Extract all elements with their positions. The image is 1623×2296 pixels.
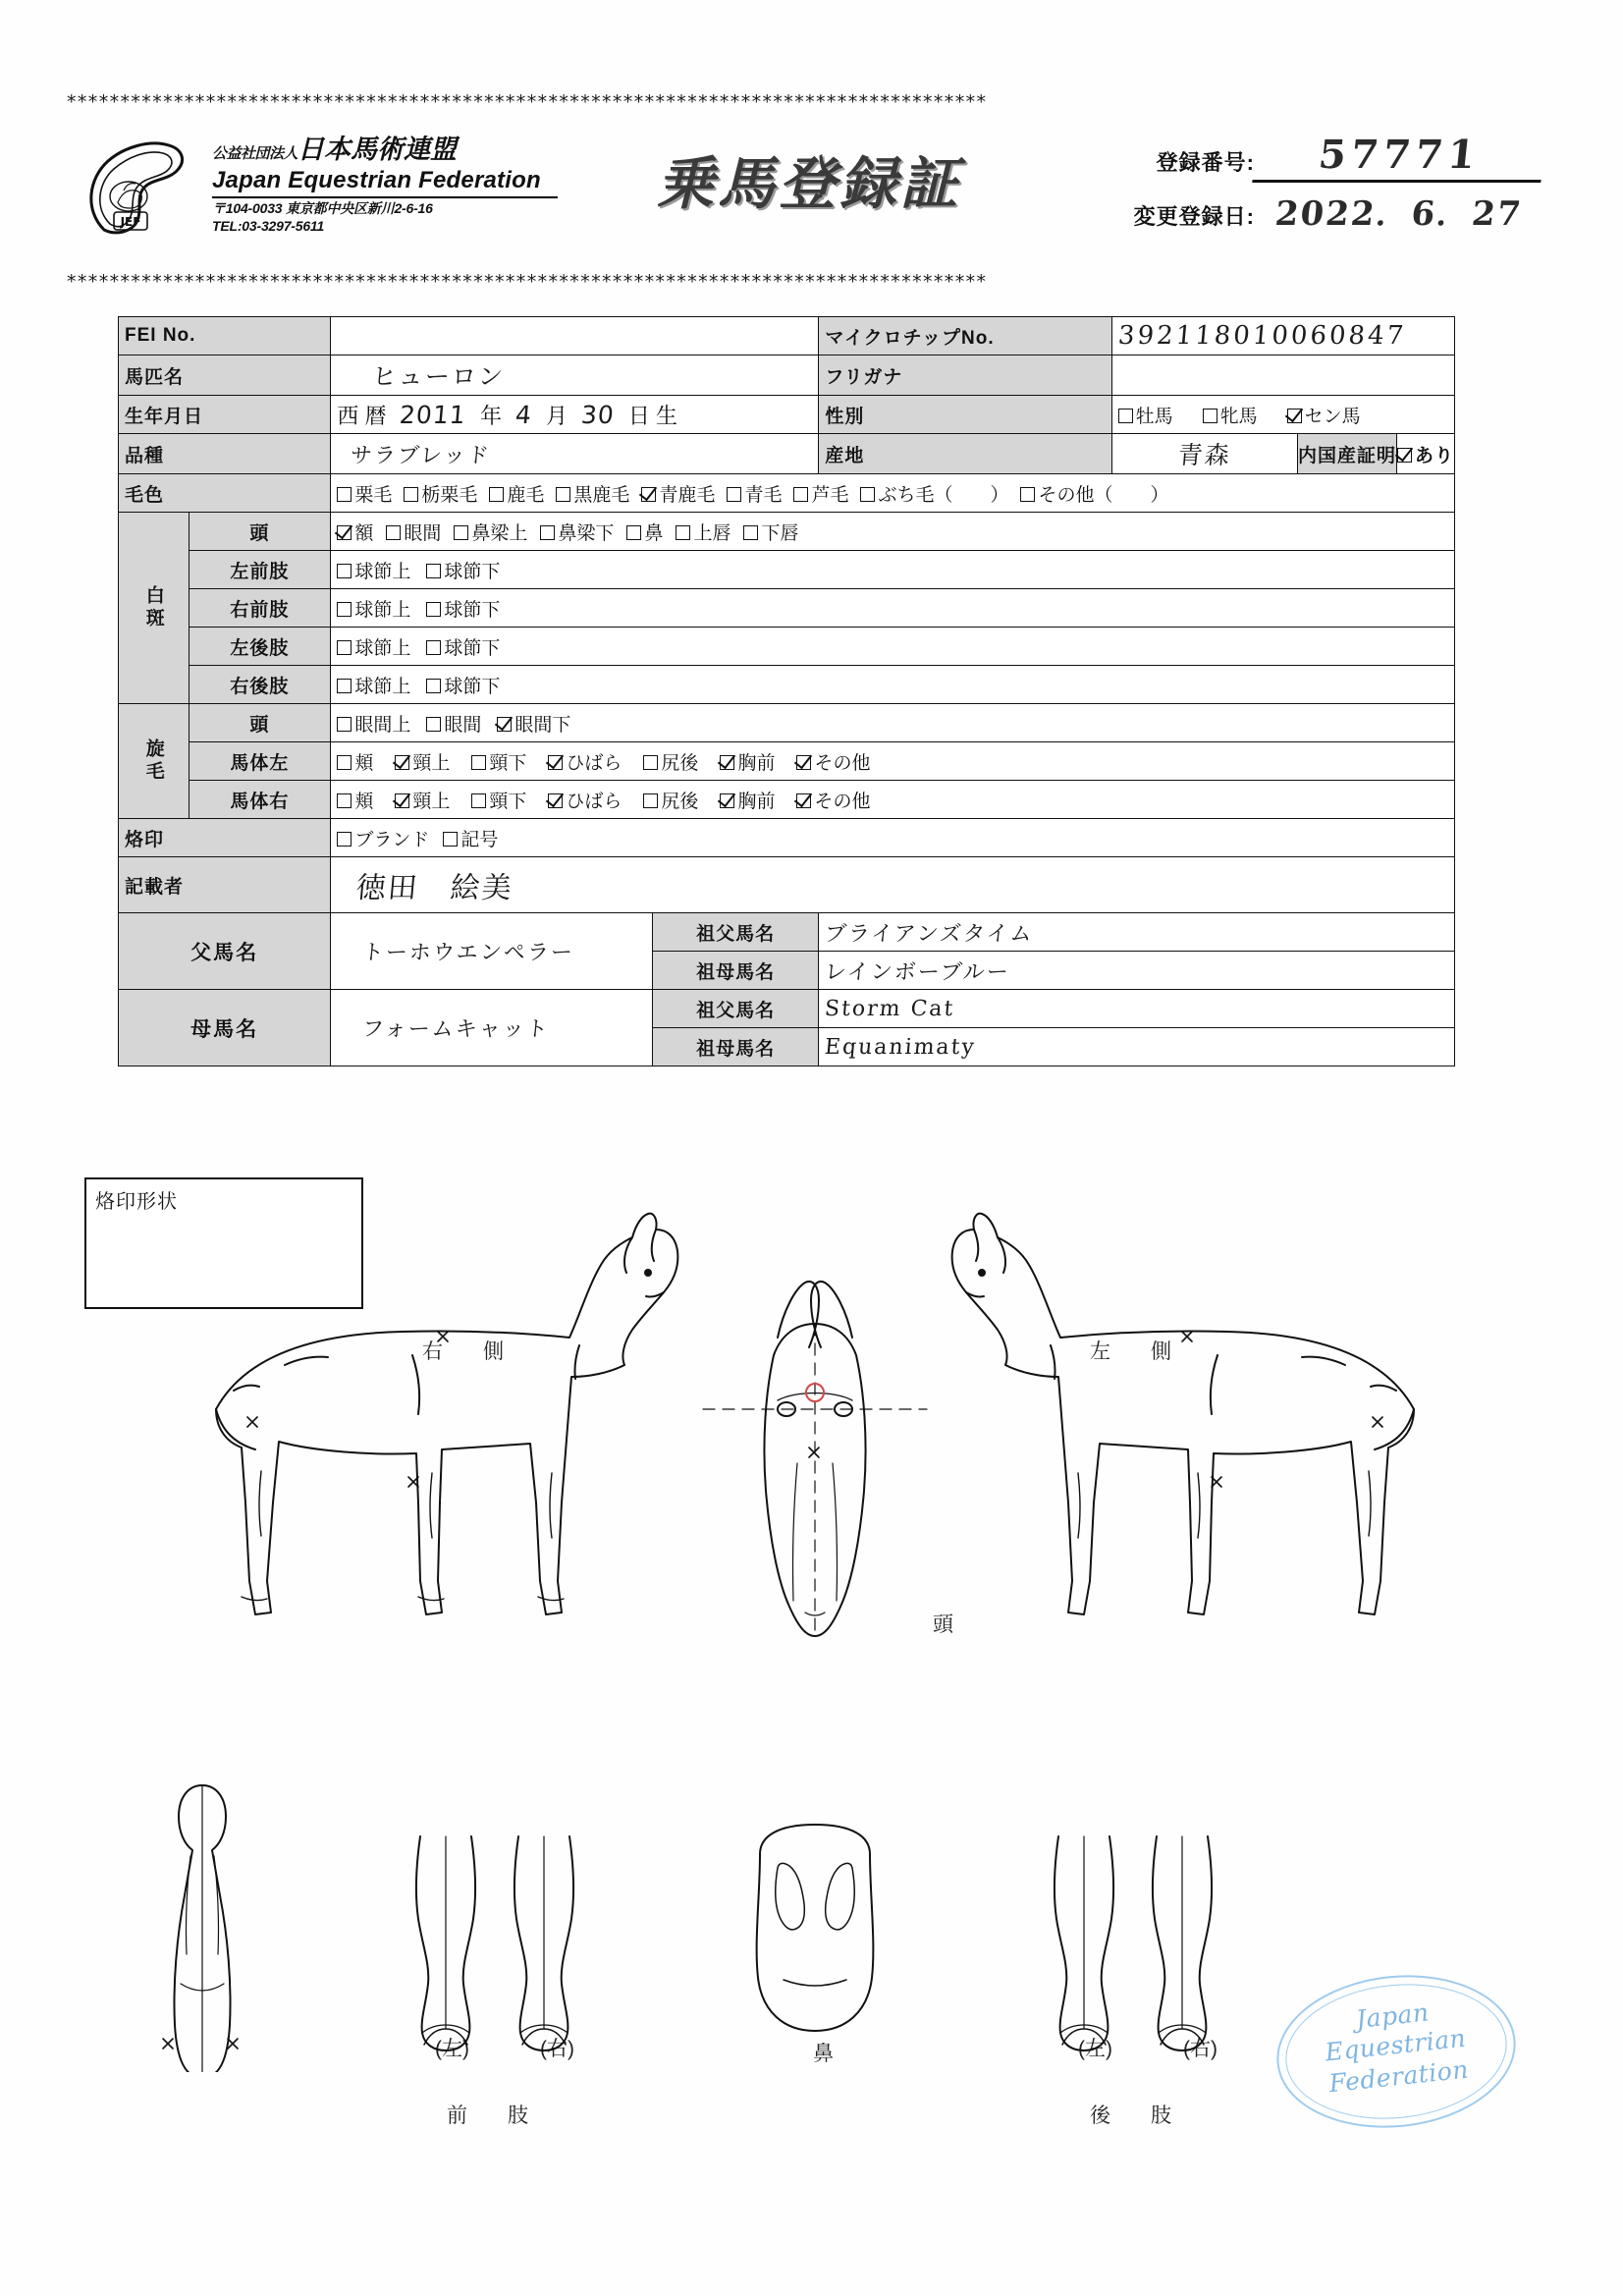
empty-box-icon[interactable]: [443, 832, 458, 847]
empty-box-icon[interactable]: [337, 487, 352, 502]
white-limb-options-3[interactable]: [331, 666, 1455, 704]
empty-box-icon[interactable]: [426, 564, 441, 578]
checkbox-option[interactable]: [454, 519, 527, 545]
checkbox-option[interactable]: [426, 595, 500, 622]
recorder-value[interactable]: 徳田 絵美: [331, 857, 1455, 913]
empty-box-icon[interactable]: [471, 793, 486, 808]
empty-box-icon[interactable]: [643, 755, 658, 770]
checkbox-option[interactable]: [720, 787, 775, 813]
muzzle-outline: [757, 1825, 874, 2031]
empty-box-icon[interactable]: [337, 793, 352, 808]
table-row-dob: [119, 396, 1455, 434]
empty-box-icon[interactable]: [337, 640, 352, 655]
checked-box-icon[interactable]: [1397, 448, 1412, 463]
whorl-side-options-1[interactable]: [331, 781, 1455, 819]
origin-label: 産地: [819, 434, 1111, 474]
checkbox-option[interactable]: [337, 595, 410, 622]
checkbox-option[interactable]: [548, 787, 622, 813]
checkbox-option[interactable]: [337, 672, 410, 698]
checkbox-option-label: セン馬: [1304, 406, 1361, 427]
right-side-label: 右 側: [422, 1340, 514, 1363]
dam-granddam-value[interactable]: Equanimaty: [819, 1028, 1455, 1066]
checkbox-option-label: その他: [814, 791, 871, 812]
empty-box-icon[interactable]: [626, 525, 641, 540]
table-row-white-limb-1: [119, 589, 1455, 628]
registration-number-value: 57771: [1252, 132, 1545, 183]
table-row-fei: [119, 317, 1455, 355]
empty-box-icon[interactable]: [860, 487, 875, 502]
empty-box-icon[interactable]: [426, 679, 441, 693]
sire-value[interactable]: トーホウエンペラー: [331, 913, 653, 990]
empty-box-icon[interactable]: [337, 755, 352, 770]
empty-box-icon[interactable]: [1118, 409, 1133, 423]
checkbox-option-label: 鼻梁上: [471, 522, 528, 544]
stamp-line-3: Federation: [1327, 2054, 1471, 2099]
page-title: 乗馬登録証: [656, 150, 961, 217]
checkbox-option-label: 球節下: [444, 637, 501, 659]
checkbox-option-label: 額: [354, 522, 374, 544]
horse-details-table: [118, 316, 1455, 1066]
microchip-label: マイクロチップNo.: [819, 317, 1111, 355]
checkbox-option[interactable]: [426, 672, 500, 698]
stamp-line-1: Japan: [1354, 1997, 1431, 2035]
checkbox-option[interactable]: [426, 557, 500, 583]
table-row-dam-grandsire: [119, 990, 1455, 1028]
domestic-cert-label: 内国産証明: [1297, 445, 1396, 466]
checkbox-option[interactable]: [404, 480, 477, 507]
checked-box-icon[interactable]: [497, 717, 512, 732]
registration-block: [1062, 132, 1543, 241]
fei-no-value[interactable]: [331, 317, 819, 355]
hind-left-label: (左): [1078, 2038, 1112, 2060]
checkbox-option-label: 青毛: [744, 484, 783, 506]
dob-year: 2011: [399, 400, 468, 429]
empty-box-icon[interactable]: [471, 755, 486, 770]
change-date-label: 変更登録日:: [1133, 204, 1255, 229]
table-row-recorder: [119, 857, 1455, 913]
empty-box-icon[interactable]: [556, 487, 570, 502]
whorl-side-label-1: 馬体右: [189, 781, 331, 819]
white-limb-label-0: 左前肢: [189, 551, 331, 589]
checkbox-option-label: 頸上: [412, 752, 451, 774]
checked-box-icon[interactable]: [337, 525, 352, 540]
brand-options[interactable]: [331, 819, 1455, 857]
domestic-cert-option[interactable]: [1396, 434, 1454, 473]
empty-box-icon[interactable]: [1020, 487, 1035, 502]
white-limb-options-2[interactable]: [331, 628, 1455, 666]
checkbox-option-label: 牡馬: [1135, 406, 1173, 427]
empty-box-icon[interactable]: [676, 525, 690, 540]
checkbox-option-label: ブランド: [354, 829, 430, 850]
furigana-value[interactable]: [1111, 355, 1454, 396]
checkbox-option[interactable]: [426, 710, 481, 737]
horse-left-side-outline: [952, 1214, 1414, 1614]
empty-box-icon[interactable]: [426, 640, 441, 655]
white-spot-label: 白斑: [119, 513, 189, 704]
sire-grandsire-value[interactable]: ブライアンズタイム: [819, 913, 1455, 952]
table-row-brand: [119, 819, 1455, 857]
checked-box-icon[interactable]: [641, 487, 656, 502]
checkbox-option-label: 鼻: [644, 522, 664, 544]
checkbox-option-label: 胸前: [737, 752, 776, 774]
checkbox-option-label: 下唇: [761, 522, 799, 544]
checked-box-icon[interactable]: [548, 755, 563, 770]
sire-label: 父馬名: [119, 913, 331, 990]
hind-limb-label: 後 肢: [1090, 2105, 1181, 2127]
checkbox-option[interactable]: [548, 748, 622, 775]
left-side-label: 左 側: [1090, 1340, 1181, 1363]
coat-label: 毛色: [119, 474, 331, 513]
breed-label: 品種: [119, 434, 331, 474]
dob-value[interactable]: [331, 396, 819, 434]
empty-box-icon[interactable]: [404, 487, 418, 502]
empty-box-icon[interactable]: [337, 602, 352, 617]
checkbox-option-label: 球節上: [354, 561, 411, 582]
checkbox-option[interactable]: [395, 748, 450, 775]
checked-box-icon[interactable]: [395, 793, 409, 808]
dam-grandsire-value[interactable]: Storm Cat: [819, 990, 1455, 1028]
checkbox-option[interactable]: [727, 480, 782, 507]
horse-right-side-outline: [216, 1214, 677, 1614]
table-row-whorl-left: [119, 742, 1455, 781]
checkbox-option-label: 頬: [354, 791, 374, 812]
brand-shape-label: 烙印形状: [95, 1191, 178, 1213]
fore-limb-label: 前 肢: [447, 2105, 538, 2127]
checkbox-option-label: 芦毛: [811, 484, 849, 506]
checkbox-option-label: 球節上: [354, 676, 411, 697]
brand-label: 烙印: [119, 819, 331, 857]
empty-box-icon[interactable]: [1203, 409, 1217, 423]
checkbox-option-label: 鼻梁下: [558, 522, 615, 544]
breed-value[interactable]: サラブレッド: [331, 434, 819, 474]
recorder-label: 記載者: [119, 857, 331, 913]
horse-croup-top-outline: [163, 1785, 238, 2072]
checked-box-icon[interactable]: [796, 793, 811, 808]
white-limb-options-0[interactable]: [331, 551, 1455, 589]
checkbox-option[interactable]: [643, 787, 698, 813]
checkbox-option-label: その他: [814, 752, 871, 774]
white-head-label: 頭: [189, 513, 331, 551]
registration-number-row: [1062, 132, 1543, 183]
checked-box-icon[interactable]: [1287, 409, 1302, 423]
coat-option-list: [337, 485, 1180, 506]
nose-label: 鼻: [813, 2043, 834, 2065]
checkbox-option[interactable]: [337, 825, 429, 851]
checked-box-icon[interactable]: [548, 793, 563, 808]
checked-box-icon[interactable]: [395, 755, 409, 770]
dam-granddam-label: 祖母馬名: [653, 1028, 819, 1066]
table-row-whorl-head: [119, 704, 1455, 742]
jef-address: 〒104-0033 東京都中央区新川2-6-16: [212, 200, 433, 216]
jef-nameblock: [212, 128, 566, 234]
dob-day: 30: [579, 400, 617, 429]
sex-label: 性別: [819, 396, 1111, 434]
checkbox-option[interactable]: [337, 748, 373, 775]
checkbox-option-label: ひばら: [566, 752, 622, 774]
table-row-white-limb-0: [119, 551, 1455, 589]
checkbox-option[interactable]: [1397, 441, 1454, 467]
checkbox-option[interactable]: [793, 480, 848, 507]
dob-month-unit: 月: [546, 403, 568, 428]
table-row-white-head: [119, 513, 1455, 551]
horse-name-value[interactable]: ヒューロン: [331, 355, 819, 396]
change-date-row: [1062, 187, 1543, 237]
sire-granddam-label: 祖母馬名: [653, 952, 819, 990]
checkbox-option[interactable]: [626, 519, 663, 545]
fore-left-label: (左): [435, 2038, 469, 2060]
checkbox-option-label: 球節上: [354, 599, 411, 621]
white-limb-options-1[interactable]: [331, 589, 1455, 628]
checkbox-option-label: 眼間: [444, 714, 482, 736]
dob-era-label: 西 暦: [337, 403, 387, 428]
sire-granddam-value[interactable]: レインボーブルー: [819, 952, 1455, 990]
empty-box-icon[interactable]: [727, 487, 741, 502]
checkbox-option-label: 頸下: [489, 752, 527, 774]
whorl-label: 旋毛: [119, 704, 189, 819]
checkbox-option-label: その他（ ）: [1038, 484, 1169, 506]
checkbox-option-label: 尻後: [661, 791, 699, 812]
checkbox-option-label: 頬: [354, 752, 374, 774]
coat-options[interactable]: [331, 474, 1455, 513]
checkbox-option[interactable]: [443, 825, 498, 851]
fore-limbs-outline: [416, 1836, 573, 2050]
checkbox-option-label: 球節下: [444, 599, 501, 621]
star-divider-bottom: **************************************************************************************: [67, 273, 988, 292]
empty-box-icon[interactable]: [337, 832, 352, 847]
table-row-white-limb-2: [119, 628, 1455, 666]
checkbox-option-label: 尻後: [661, 752, 699, 774]
checkbox-option[interactable]: [1203, 402, 1258, 428]
checkbox-option[interactable]: [471, 748, 526, 775]
jef-name-jp-prefix: 公益社団法人: [212, 145, 298, 162]
checkbox-option-label: 黒鹿毛: [573, 484, 630, 506]
checkbox-option-label: ひばら: [566, 791, 622, 812]
checkbox-option[interactable]: [720, 748, 775, 775]
whorl-side-label-0: 馬体左: [189, 742, 331, 781]
checkbox-option[interactable]: [386, 519, 441, 545]
white-head-options[interactable]: [331, 513, 1455, 551]
empty-box-icon[interactable]: [426, 602, 441, 617]
origin-value[interactable]: 青森: [1111, 434, 1297, 474]
table-row-whorl-right: [119, 781, 1455, 819]
change-date-value: 2022．6．27: [1272, 194, 1525, 234]
stamp-line-2: Equestrian: [1324, 2023, 1468, 2067]
checkbox-option[interactable]: [426, 633, 500, 660]
checked-box-icon[interactable]: [720, 793, 734, 808]
jef-name-en: Japan Equestrian Federation: [212, 167, 541, 193]
checkbox-option-label: 眼間上: [354, 714, 411, 736]
white-head-option-list: [337, 523, 811, 544]
checkbox-option[interactable]: [337, 480, 392, 507]
whorl-side-options-0[interactable]: [331, 742, 1455, 781]
checkbox-option[interactable]: [337, 787, 373, 813]
table-row-breed: [119, 434, 1455, 474]
table-row-coat: [119, 474, 1455, 513]
horse-name-label: 馬匹名: [119, 355, 331, 396]
checkbox-option-label: あり: [1415, 445, 1455, 466]
head-label: 頭: [933, 1613, 953, 1636]
hind-limbs-outline: [1055, 1836, 1212, 2050]
horse-head-front-outline: [703, 1282, 927, 1636]
checkbox-option[interactable]: [643, 748, 698, 775]
table-row-white-limb-3: [119, 666, 1455, 704]
checkbox-option[interactable]: [860, 480, 1008, 507]
dam-label: 母馬名: [119, 990, 331, 1066]
checkbox-option-label: 牝馬: [1219, 406, 1258, 427]
dam-grandsire-label: 祖父馬名: [653, 990, 819, 1028]
checkbox-option[interactable]: [556, 480, 629, 507]
sex-options[interactable]: [1111, 396, 1454, 434]
checkbox-option-label: 球節下: [444, 676, 501, 697]
empty-box-icon[interactable]: [454, 525, 468, 540]
checkbox-option[interactable]: [471, 787, 526, 813]
whorl-head-options[interactable]: [331, 704, 1455, 742]
checkbox-option[interactable]: [540, 519, 614, 545]
checkbox-option-label: 頸上: [412, 791, 451, 812]
svg-text:JEF: JEF: [120, 215, 141, 229]
jef-telephone: TEL:03-3297-5611: [212, 218, 325, 234]
checkbox-option[interactable]: [337, 633, 410, 660]
checkbox-option[interactable]: [337, 557, 410, 583]
white-limb-label-3: 右後肢: [189, 666, 331, 704]
checkbox-option[interactable]: [796, 787, 870, 813]
dam-value[interactable]: フォームキャット: [331, 990, 653, 1066]
table-row-name: [119, 355, 1455, 396]
empty-box-icon[interactable]: [337, 679, 352, 693]
checkbox-option[interactable]: [1118, 402, 1173, 428]
document-header: [67, 126, 1549, 263]
sire-grandsire-label: 祖父馬名: [653, 913, 819, 952]
empty-box-icon[interactable]: [793, 487, 808, 502]
checkbox-option[interactable]: [796, 748, 870, 775]
jef-logo-icon: [75, 132, 192, 238]
checkbox-option-label: 眼間: [404, 522, 442, 544]
empty-box-icon[interactable]: [337, 564, 352, 578]
empty-box-icon[interactable]: [540, 525, 555, 540]
star-divider-top: **************************************************************************************: [67, 93, 988, 112]
empty-box-icon[interactable]: [386, 525, 401, 540]
whorl-head-label: 頭: [189, 704, 331, 742]
checkbox-option-label: 胸前: [737, 791, 776, 812]
dob-day-unit: 日 生: [627, 403, 677, 428]
jef-rule-divider: [212, 196, 558, 198]
hind-right-label: (右): [1183, 2038, 1217, 2060]
checkbox-option[interactable]: [489, 480, 544, 507]
empty-box-icon[interactable]: [643, 793, 658, 808]
checkbox-option-label: 球節下: [444, 561, 501, 582]
checkbox-option-label: 栃栗毛: [421, 484, 478, 506]
checkbox-option[interactable]: [1287, 402, 1361, 428]
checkbox-option-label: 眼間下: [514, 714, 571, 736]
checked-box-icon[interactable]: [796, 755, 811, 770]
empty-box-icon[interactable]: [489, 487, 504, 502]
furigana-label: フリガナ: [819, 355, 1111, 396]
checkbox-option[interactable]: [337, 519, 373, 545]
white-limb-label-1: 右前肢: [189, 589, 331, 628]
fei-no-label: FEI No.: [119, 317, 331, 355]
checkbox-option[interactable]: [395, 787, 450, 813]
table-row-sire-grandsire: [119, 913, 1455, 952]
jef-name-jp: [212, 128, 566, 166]
checkbox-option-label: 青鹿毛: [659, 484, 716, 506]
empty-box-icon[interactable]: [426, 717, 441, 732]
checkbox-option-label: 鹿毛: [507, 484, 545, 506]
horse-diagram: [118, 1208, 1512, 2072]
checkbox-option-label: 上唇: [693, 522, 731, 544]
dob-month: 4: [514, 400, 534, 429]
checkbox-option-label: ぶち毛（ ）: [878, 484, 1009, 506]
fore-right-label: (右): [540, 2038, 574, 2060]
checkbox-option[interactable]: [337, 710, 410, 737]
white-limb-label-2: 左後肢: [189, 628, 331, 666]
checkbox-option[interactable]: [743, 519, 798, 545]
empty-box-icon[interactable]: [743, 525, 758, 540]
dob-label: 生年月日: [119, 396, 331, 434]
checkbox-option-label: 頸下: [489, 791, 527, 812]
checkbox-option[interactable]: [676, 519, 730, 545]
checkbox-option-label: 栗毛: [354, 484, 393, 506]
checkbox-option-label: 記号: [460, 829, 499, 850]
domestic-cert-cell: [1297, 434, 1454, 474]
empty-box-icon[interactable]: [337, 717, 352, 732]
checkbox-option-label: 球節上: [354, 637, 411, 659]
checkbox-option[interactable]: [641, 480, 715, 507]
registration-number-label: 登録番号:: [1156, 150, 1255, 175]
sex-option-list: [1118, 407, 1390, 427]
jef-name-jp-main: 日本馬術連盟: [298, 135, 458, 164]
checkbox-option[interactable]: [1020, 480, 1168, 507]
checkbox-option[interactable]: [497, 710, 570, 737]
microchip-value[interactable]: 392118010060847: [1111, 317, 1454, 355]
checked-box-icon[interactable]: [720, 755, 734, 770]
dob-year-unit: 年: [480, 403, 503, 428]
